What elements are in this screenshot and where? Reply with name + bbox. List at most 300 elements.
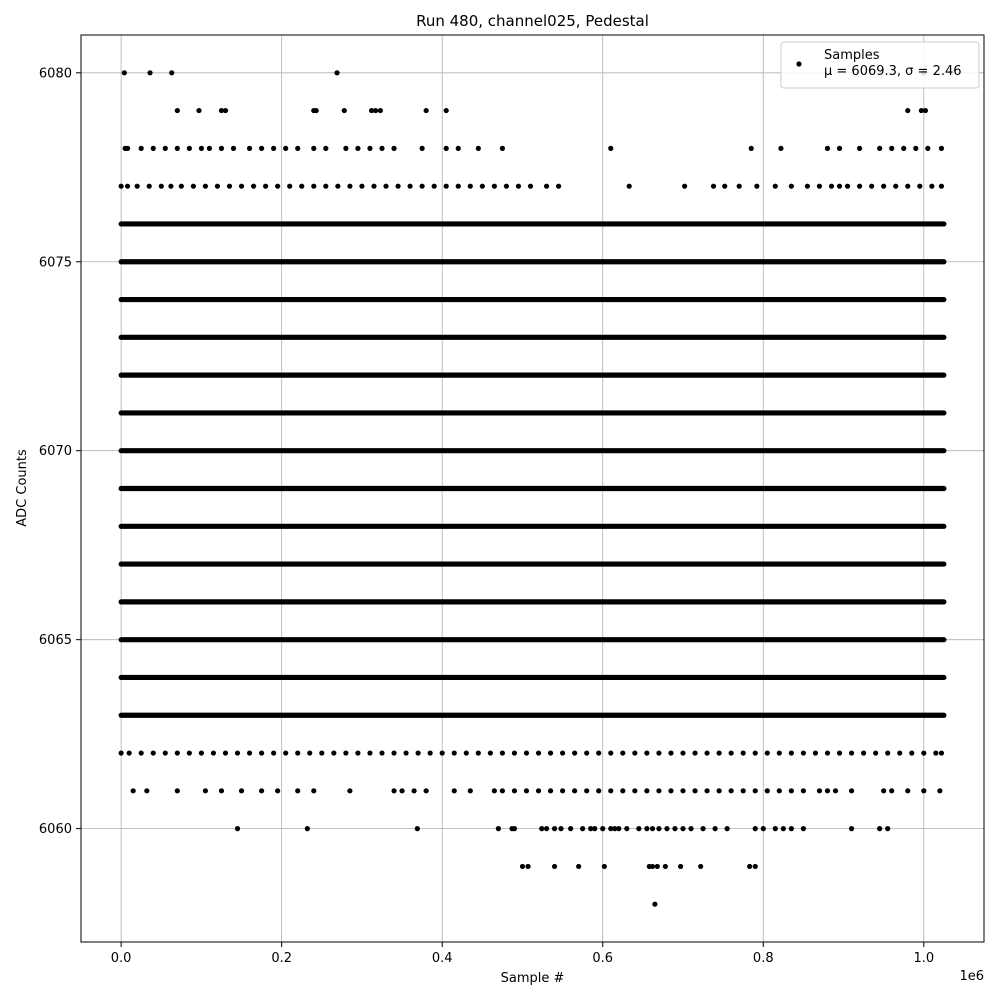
data-point bbox=[420, 146, 425, 151]
data-point bbox=[556, 184, 561, 189]
x-tick-label: 0.6 bbox=[592, 951, 614, 966]
data-point bbox=[331, 750, 336, 755]
data-point bbox=[187, 750, 192, 755]
data-point bbox=[147, 184, 152, 189]
data-point bbox=[263, 184, 268, 189]
data-point bbox=[881, 788, 886, 793]
data-point bbox=[825, 788, 830, 793]
data-point bbox=[139, 146, 144, 151]
data-point bbox=[704, 750, 709, 755]
data-point bbox=[412, 788, 417, 793]
y-tick-label: 6070 bbox=[38, 444, 72, 460]
data-point bbox=[688, 826, 693, 831]
data-point bbox=[343, 146, 348, 151]
data-point bbox=[219, 146, 224, 151]
data-point bbox=[608, 146, 613, 151]
data-point bbox=[516, 184, 521, 189]
data-point bbox=[754, 184, 759, 189]
data-point bbox=[335, 184, 340, 189]
data-point bbox=[773, 184, 778, 189]
data-point bbox=[664, 826, 669, 831]
data-point bbox=[680, 788, 685, 793]
data-point bbox=[825, 146, 830, 151]
data-point bbox=[187, 146, 192, 151]
data-point bbox=[777, 750, 782, 755]
data-point bbox=[650, 826, 655, 831]
data-point bbox=[373, 108, 378, 113]
data-point bbox=[275, 184, 280, 189]
data-point bbox=[307, 750, 312, 755]
data-point bbox=[680, 826, 685, 831]
data-point bbox=[548, 788, 553, 793]
data-point bbox=[548, 750, 553, 755]
data-point bbox=[199, 750, 204, 755]
data-point bbox=[432, 184, 437, 189]
data-point bbox=[492, 788, 497, 793]
data-point bbox=[620, 788, 625, 793]
data-point bbox=[415, 826, 420, 831]
data-point bbox=[323, 184, 328, 189]
data-point bbox=[440, 750, 445, 755]
data-point bbox=[873, 750, 878, 755]
data-point bbox=[191, 184, 196, 189]
data-point bbox=[905, 184, 910, 189]
data-point bbox=[933, 750, 938, 755]
data-point bbox=[568, 826, 573, 831]
data-point bbox=[877, 146, 882, 151]
data-point bbox=[259, 146, 264, 151]
data-point bbox=[857, 184, 862, 189]
data-point bbox=[552, 826, 557, 831]
data-point bbox=[725, 826, 730, 831]
data-point bbox=[456, 146, 461, 151]
data-point bbox=[235, 826, 240, 831]
data-point bbox=[219, 788, 224, 793]
data-point bbox=[544, 826, 549, 831]
data-point bbox=[379, 750, 384, 755]
data-point bbox=[424, 108, 429, 113]
data-point bbox=[179, 184, 184, 189]
data-point bbox=[909, 750, 914, 755]
data-point bbox=[897, 750, 902, 755]
data-point bbox=[275, 788, 280, 793]
data-point bbox=[778, 146, 783, 151]
data-point bbox=[500, 788, 505, 793]
data-point bbox=[456, 184, 461, 189]
data-point bbox=[833, 788, 838, 793]
y-tick-label: 6075 bbox=[38, 255, 72, 271]
data-point bbox=[596, 788, 601, 793]
data-point bbox=[636, 826, 641, 831]
data-point bbox=[367, 146, 372, 151]
data-point bbox=[283, 146, 288, 151]
data-point bbox=[560, 788, 565, 793]
data-point bbox=[424, 788, 429, 793]
data-point bbox=[175, 750, 180, 755]
data-point bbox=[287, 184, 292, 189]
data-point bbox=[416, 750, 421, 755]
data-point bbox=[235, 750, 240, 755]
data-point bbox=[777, 788, 782, 793]
data-point bbox=[175, 146, 180, 151]
legend-stats: μ = 6069.3, σ = 2.46 bbox=[824, 64, 962, 79]
data-point bbox=[378, 108, 383, 113]
data-point bbox=[889, 788, 894, 793]
data-point bbox=[215, 184, 220, 189]
data-point bbox=[837, 750, 842, 755]
data-point bbox=[512, 788, 517, 793]
x-tick-label: 0.8 bbox=[752, 951, 774, 966]
data-point bbox=[616, 826, 621, 831]
data-point bbox=[747, 864, 752, 869]
data-point bbox=[939, 146, 944, 151]
data-point bbox=[753, 864, 758, 869]
data-point bbox=[753, 826, 758, 831]
data-point bbox=[203, 184, 208, 189]
data-point bbox=[668, 788, 673, 793]
data-point bbox=[544, 184, 549, 189]
data-point bbox=[596, 750, 601, 755]
data-point bbox=[753, 788, 758, 793]
data-point bbox=[512, 826, 517, 831]
data-point bbox=[144, 788, 149, 793]
data-point bbox=[829, 184, 834, 189]
data-point bbox=[151, 750, 156, 755]
data-point bbox=[801, 750, 806, 755]
data-point bbox=[496, 826, 501, 831]
data-point bbox=[923, 108, 928, 113]
data-point bbox=[632, 750, 637, 755]
data-point bbox=[468, 788, 473, 793]
legend bbox=[781, 42, 979, 88]
data-point bbox=[488, 750, 493, 755]
data-point bbox=[698, 864, 703, 869]
data-point bbox=[939, 184, 944, 189]
data-point bbox=[869, 184, 874, 189]
data-point bbox=[692, 788, 697, 793]
data-point bbox=[805, 184, 810, 189]
data-point bbox=[789, 788, 794, 793]
data-point bbox=[395, 184, 400, 189]
data-point bbox=[399, 788, 404, 793]
data-point bbox=[319, 750, 324, 755]
data-point bbox=[737, 184, 742, 189]
data-point bbox=[367, 750, 372, 755]
data-point bbox=[444, 184, 449, 189]
data-point bbox=[885, 750, 890, 755]
data-point bbox=[524, 750, 529, 755]
data-point bbox=[717, 750, 722, 755]
data-point bbox=[251, 184, 256, 189]
data-point bbox=[857, 146, 862, 151]
data-point bbox=[741, 750, 746, 755]
data-point bbox=[199, 146, 204, 151]
data-point bbox=[342, 108, 347, 113]
data-point bbox=[539, 826, 544, 831]
data-point bbox=[444, 108, 449, 113]
data-point bbox=[403, 750, 408, 755]
data-point bbox=[576, 864, 581, 869]
data-point bbox=[937, 788, 942, 793]
data-point bbox=[207, 146, 212, 151]
legend-marker bbox=[796, 61, 801, 66]
data-point bbox=[127, 750, 132, 755]
data-point bbox=[560, 750, 565, 755]
data-point bbox=[845, 184, 850, 189]
data-point bbox=[196, 108, 201, 113]
legend-label: Samples bbox=[824, 48, 880, 63]
data-point bbox=[476, 146, 481, 151]
data-point bbox=[480, 184, 485, 189]
data-point bbox=[227, 184, 232, 189]
data-point bbox=[765, 788, 770, 793]
data-point bbox=[259, 788, 264, 793]
data-point bbox=[391, 788, 396, 793]
data-point bbox=[420, 184, 425, 189]
data-point bbox=[476, 750, 481, 755]
data-point bbox=[163, 750, 168, 755]
data-point bbox=[122, 70, 127, 75]
data-point bbox=[921, 750, 926, 755]
data-point bbox=[592, 826, 597, 831]
data-point bbox=[817, 184, 822, 189]
data-point bbox=[524, 788, 529, 793]
data-point bbox=[620, 750, 625, 755]
data-point bbox=[713, 826, 718, 831]
data-point bbox=[861, 750, 866, 755]
data-point bbox=[789, 750, 794, 755]
data-point bbox=[917, 184, 922, 189]
data-point bbox=[929, 184, 934, 189]
data-point bbox=[552, 864, 557, 869]
data-point bbox=[239, 184, 244, 189]
x-tick-label: 0.0 bbox=[110, 951, 132, 966]
data-point bbox=[608, 750, 613, 755]
data-point bbox=[247, 146, 252, 151]
data-point bbox=[608, 788, 613, 793]
data-point bbox=[925, 146, 930, 151]
y-axis-label: ADC Counts bbox=[15, 449, 30, 527]
data-point bbox=[311, 184, 316, 189]
data-point bbox=[837, 146, 842, 151]
data-point bbox=[428, 750, 433, 755]
data-point bbox=[504, 184, 509, 189]
data-point bbox=[849, 826, 854, 831]
data-point bbox=[632, 788, 637, 793]
data-point bbox=[520, 864, 525, 869]
data-point bbox=[444, 146, 449, 151]
data-point bbox=[314, 108, 319, 113]
y-tick-label: 6065 bbox=[38, 633, 72, 649]
data-point bbox=[525, 864, 530, 869]
data-point bbox=[407, 184, 412, 189]
data-point bbox=[753, 750, 758, 755]
data-point bbox=[223, 108, 228, 113]
data-point bbox=[722, 184, 727, 189]
data-point bbox=[119, 184, 124, 189]
data-point bbox=[825, 750, 830, 755]
data-point bbox=[295, 750, 300, 755]
data-point bbox=[295, 788, 300, 793]
data-point bbox=[901, 146, 906, 151]
data-point bbox=[584, 788, 589, 793]
data-point bbox=[536, 750, 541, 755]
data-point bbox=[139, 750, 144, 755]
data-point bbox=[668, 750, 673, 755]
data-point bbox=[849, 788, 854, 793]
data-point bbox=[305, 826, 310, 831]
data-point bbox=[131, 788, 136, 793]
data-point bbox=[259, 750, 264, 755]
data-point bbox=[119, 750, 124, 755]
data-point bbox=[323, 146, 328, 151]
data-point bbox=[175, 788, 180, 793]
data-point bbox=[391, 750, 396, 755]
data-point bbox=[652, 902, 657, 907]
data-point bbox=[159, 184, 164, 189]
data-point bbox=[789, 826, 794, 831]
data-point bbox=[135, 184, 140, 189]
y-tick-label: 6060 bbox=[38, 822, 72, 838]
data-point bbox=[749, 146, 754, 151]
data-point bbox=[773, 826, 778, 831]
data-point bbox=[383, 184, 388, 189]
data-point bbox=[627, 184, 632, 189]
data-point bbox=[700, 826, 705, 831]
data-point bbox=[656, 826, 661, 831]
data-point bbox=[801, 788, 806, 793]
data-point bbox=[452, 788, 457, 793]
data-point bbox=[347, 788, 352, 793]
data-point bbox=[704, 788, 709, 793]
data-point bbox=[343, 750, 348, 755]
data-point bbox=[271, 146, 276, 151]
data-point bbox=[231, 146, 236, 151]
data-point bbox=[624, 826, 629, 831]
data-point bbox=[921, 788, 926, 793]
data-point bbox=[572, 750, 577, 755]
data-point bbox=[849, 750, 854, 755]
data-point bbox=[347, 184, 352, 189]
data-point bbox=[468, 184, 473, 189]
data-point bbox=[492, 184, 497, 189]
data-point bbox=[837, 184, 842, 189]
data-point bbox=[893, 184, 898, 189]
data-point bbox=[295, 146, 300, 151]
data-point bbox=[913, 146, 918, 151]
data-point bbox=[311, 788, 316, 793]
data-point bbox=[761, 826, 766, 831]
data-point bbox=[655, 864, 660, 869]
data-point bbox=[125, 184, 130, 189]
data-point bbox=[881, 184, 886, 189]
data-point bbox=[600, 826, 605, 831]
data-point bbox=[355, 146, 360, 151]
data-point bbox=[359, 184, 364, 189]
data-point bbox=[905, 788, 910, 793]
data-point bbox=[765, 750, 770, 755]
data-point bbox=[147, 70, 152, 75]
data-point bbox=[692, 750, 697, 755]
data-point bbox=[175, 108, 180, 113]
data-point bbox=[729, 750, 734, 755]
data-point bbox=[711, 184, 716, 189]
data-point bbox=[512, 750, 517, 755]
data-point bbox=[271, 750, 276, 755]
data-point bbox=[644, 826, 649, 831]
data-point bbox=[656, 788, 661, 793]
data-point bbox=[817, 788, 822, 793]
x-tick-label: 0.2 bbox=[271, 951, 293, 966]
data-point bbox=[644, 788, 649, 793]
x-axis-offset-text: 1e6 bbox=[959, 969, 984, 984]
data-point bbox=[211, 750, 216, 755]
data-point bbox=[789, 184, 794, 189]
data-point bbox=[558, 826, 563, 831]
data-point bbox=[584, 750, 589, 755]
data-point bbox=[572, 788, 577, 793]
data-point bbox=[729, 788, 734, 793]
data-point bbox=[741, 788, 746, 793]
data-point bbox=[125, 146, 130, 151]
data-point bbox=[452, 750, 457, 755]
data-point bbox=[334, 70, 339, 75]
data-point bbox=[939, 750, 944, 755]
data-point bbox=[889, 146, 894, 151]
data-point bbox=[163, 146, 168, 151]
data-point bbox=[813, 750, 818, 755]
data-point bbox=[801, 826, 806, 831]
y-tick-label: 6080 bbox=[38, 66, 72, 82]
data-point bbox=[247, 750, 252, 755]
data-point bbox=[223, 750, 228, 755]
data-point bbox=[663, 864, 668, 869]
data-point bbox=[678, 864, 683, 869]
data-point bbox=[391, 146, 396, 151]
data-point bbox=[580, 826, 585, 831]
data-point bbox=[500, 750, 505, 755]
data-point bbox=[151, 146, 156, 151]
data-point bbox=[464, 750, 469, 755]
data-point bbox=[239, 788, 244, 793]
x-axis-label: Sample # bbox=[500, 971, 565, 986]
data-point bbox=[203, 788, 208, 793]
data-point bbox=[528, 184, 533, 189]
data-point bbox=[536, 788, 541, 793]
data-point bbox=[169, 70, 174, 75]
data-point bbox=[905, 108, 910, 113]
data-point bbox=[781, 826, 786, 831]
data-point bbox=[717, 788, 722, 793]
data-point bbox=[885, 826, 890, 831]
data-point bbox=[379, 146, 384, 151]
data-point bbox=[682, 184, 687, 189]
data-point bbox=[877, 826, 882, 831]
data-point bbox=[168, 184, 173, 189]
data-point bbox=[680, 750, 685, 755]
data-point bbox=[311, 146, 316, 151]
data-point bbox=[650, 864, 655, 869]
data-point bbox=[500, 146, 505, 151]
chart-title: Run 480, channel025, Pedestal bbox=[416, 12, 649, 30]
data-point bbox=[283, 750, 288, 755]
data-point bbox=[371, 184, 376, 189]
data-point bbox=[656, 750, 661, 755]
data-point bbox=[299, 184, 304, 189]
x-tick-label: 0.4 bbox=[431, 951, 453, 966]
data-point bbox=[602, 864, 607, 869]
data-point bbox=[672, 826, 677, 831]
